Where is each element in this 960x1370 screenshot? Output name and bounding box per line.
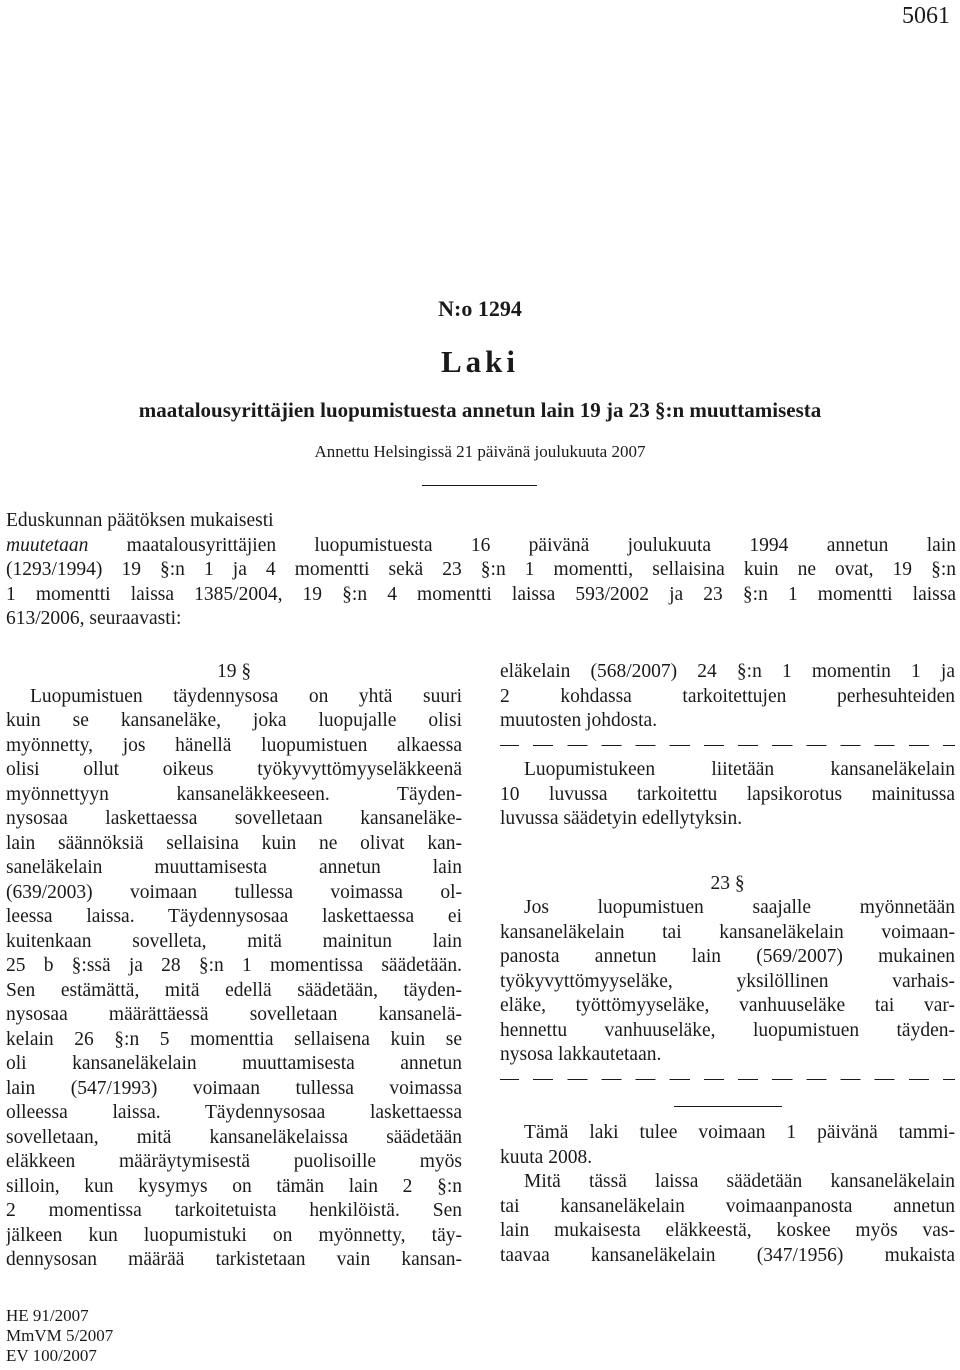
preamble-text: maatalousyrittäjien luopumistuesta 16 päivänä joulukuuta 1994 annetun lain (88, 534, 956, 556)
text-line: olleessa laissa. Täydennysosaa laskettaessa (6, 1102, 462, 1123)
text-line: kansaneläkelain tai kansaneläkelain voimaan- (500, 921, 955, 943)
law-title: Laki (440, 344, 520, 379)
text-line: Sen estämättä, mitä edellä säädetään, täyden- (6, 979, 462, 1001)
title-divider (422, 485, 537, 486)
text-line: Mitä tässä laissa säädetään kansaneläkelain (524, 1171, 955, 1192)
preamble-line: 1 momentti laissa 1385/2004, 19 §:n 4 momentti laissa 593/2002 ja 23 §:n 1 momentti laissa (6, 583, 956, 605)
text-line: taavaa kansaneläkelain (347/1956) mukaista (500, 1244, 955, 1266)
text-line: (639/2003) voimaan tullessa voimassa ol- (6, 881, 462, 903)
preamble-line: (1293/1994) 19 §:n 1 ja 4 momentti sekä 23 §:n 1 momentti, sellaisina kuin ne ovat, 19 §:n (6, 559, 956, 580)
right-column (500, 660, 955, 1268)
text-line: nysosaa määrättäessä sovelletaan kansanelä- (6, 1004, 462, 1025)
section-gap (500, 832, 955, 872)
text-line: tai kansaneläkelain voimaanpanosta annetun (500, 1195, 955, 1217)
omission-dash-rule (500, 1068, 955, 1093)
text-line: 2 momentissa tarkoitetuista henkilöistä. Sen (6, 1200, 462, 1221)
section-heading-19: 19 § (216, 661, 252, 682)
text-line: panosta annetun lain (569/2007) mukainen (500, 946, 955, 967)
text-line: eläkelain (568/2007) 24 §:n 1 momentin 1 ja (500, 661, 955, 682)
text-line: kuin se kansaneläke, joka luopujalle olisi (6, 710, 462, 731)
text-line: lain mukaisesta eläkkeestä, koskee myös vas- (500, 1220, 955, 1241)
text-line: Jos luopumistuen saajalle myönnetään (524, 897, 955, 918)
text-line: kuuta 2008. (500, 1146, 593, 1168)
text-line: nysosaa laskettaessa sovelletaan kansaneläke- (6, 808, 462, 829)
text-line: myönnetty, jos hänellä luopumistuen alkaessa (6, 734, 462, 756)
preamble (6, 509, 956, 632)
text-line: sovelletaan, mitä kansaneläkelaissa säädetään (6, 1126, 462, 1148)
text-line: Luopumistuen täydennysosa on yhtä suuri (30, 685, 462, 707)
enactment-date: Annettu Helsingissä 21 päivänä joulukuuta 2007 (314, 442, 646, 461)
text-line: hennettu vanhuuseläke, luopumistuen täyden- (500, 1019, 955, 1041)
legislative-references (6, 1306, 113, 1366)
text-line: leessa laissa. Täydennysosaa laskettaessa ei (6, 906, 462, 927)
text-line: 10 luvussa tarkoitettu lapsikorotus mainitussa (500, 783, 955, 805)
reference-line: HE 91/2007 (6, 1306, 89, 1325)
text-line: kelain 26 §:n 5 momenttia sellaisena kuin se (6, 1028, 462, 1050)
text-line: kuitenkaan sovelleta, mitä mainitun lain (6, 930, 462, 952)
law-subtitle: maatalousyrittäjien luopumistuesta annetun lain 19 ja 23 §:n muuttamisesta (138, 398, 822, 422)
text-line: 2 kohdassa tarkoitettujen perhesuhteiden (500, 685, 955, 707)
text-line: muutosten johdosta. (500, 710, 658, 731)
text-line: eläke, työttömyyseläke, vanhuuseläke tai var- (500, 995, 955, 1016)
text-line: olisi ollut oikeus työkyvyttömyyseläkkeenä (6, 759, 462, 780)
preamble-line: Eduskunnan päätöksen mukaisesti (6, 510, 274, 531)
text-line: Tämä laki tulee voimaan 1 päivänä tammi- (524, 1122, 955, 1143)
text-line: lain säännöksiä sellaisina kuin ne olivat kan- (6, 832, 462, 854)
law-number: N:o 1294 (438, 296, 522, 321)
text-line: nysosa lakkautetaan. (500, 1044, 662, 1065)
text-line: myönnettyyn kansaneläkkeeseen. Täyden- (6, 783, 462, 805)
text-line: eläkkeen määräytymisestä puolisoille myös (6, 1151, 462, 1172)
text-line: työkyvyttömyyseläke, yksilöllinen varhais- (500, 970, 955, 992)
reference-line: EV 100/2007 (6, 1346, 97, 1365)
preamble-line (6, 534, 956, 559)
text-line: lain (547/1993) voimaan tullessa voimassa (6, 1077, 462, 1099)
reference-line: MmVM 5/2007 (6, 1326, 114, 1345)
text-line: 25 b §:ssä ja 28 §:n 1 momentissa säädetään. (6, 955, 462, 976)
section-heading-23: 23 § (710, 872, 745, 894)
omission-dash-rule (500, 734, 955, 759)
page-number: 5061 (902, 3, 950, 29)
text-line: dennysosan määrää tarkistetaan vain kansan- (6, 1249, 462, 1270)
left-column (6, 660, 462, 1273)
text-line: Luopumistukeen liitetään kansaneläkelain (524, 759, 955, 780)
text-line: jälkeen kun luopumistuki on myönnetty, täy- (6, 1224, 462, 1246)
preamble-line: 613/2006, seuraavasti: (6, 608, 182, 629)
text-line: oli kansaneläkelain muuttamisesta annetun (6, 1053, 462, 1074)
section-divider (674, 1106, 782, 1107)
text-line: saneläkelain muuttamisesta annetun lain (6, 857, 462, 878)
text-line: silloin, kun kysymys on tämän lain 2 §:n (6, 1175, 462, 1197)
amend-keyword: muutetaan (6, 534, 89, 556)
text-line: luvussa säädetyin edellytyksin. (500, 808, 743, 829)
